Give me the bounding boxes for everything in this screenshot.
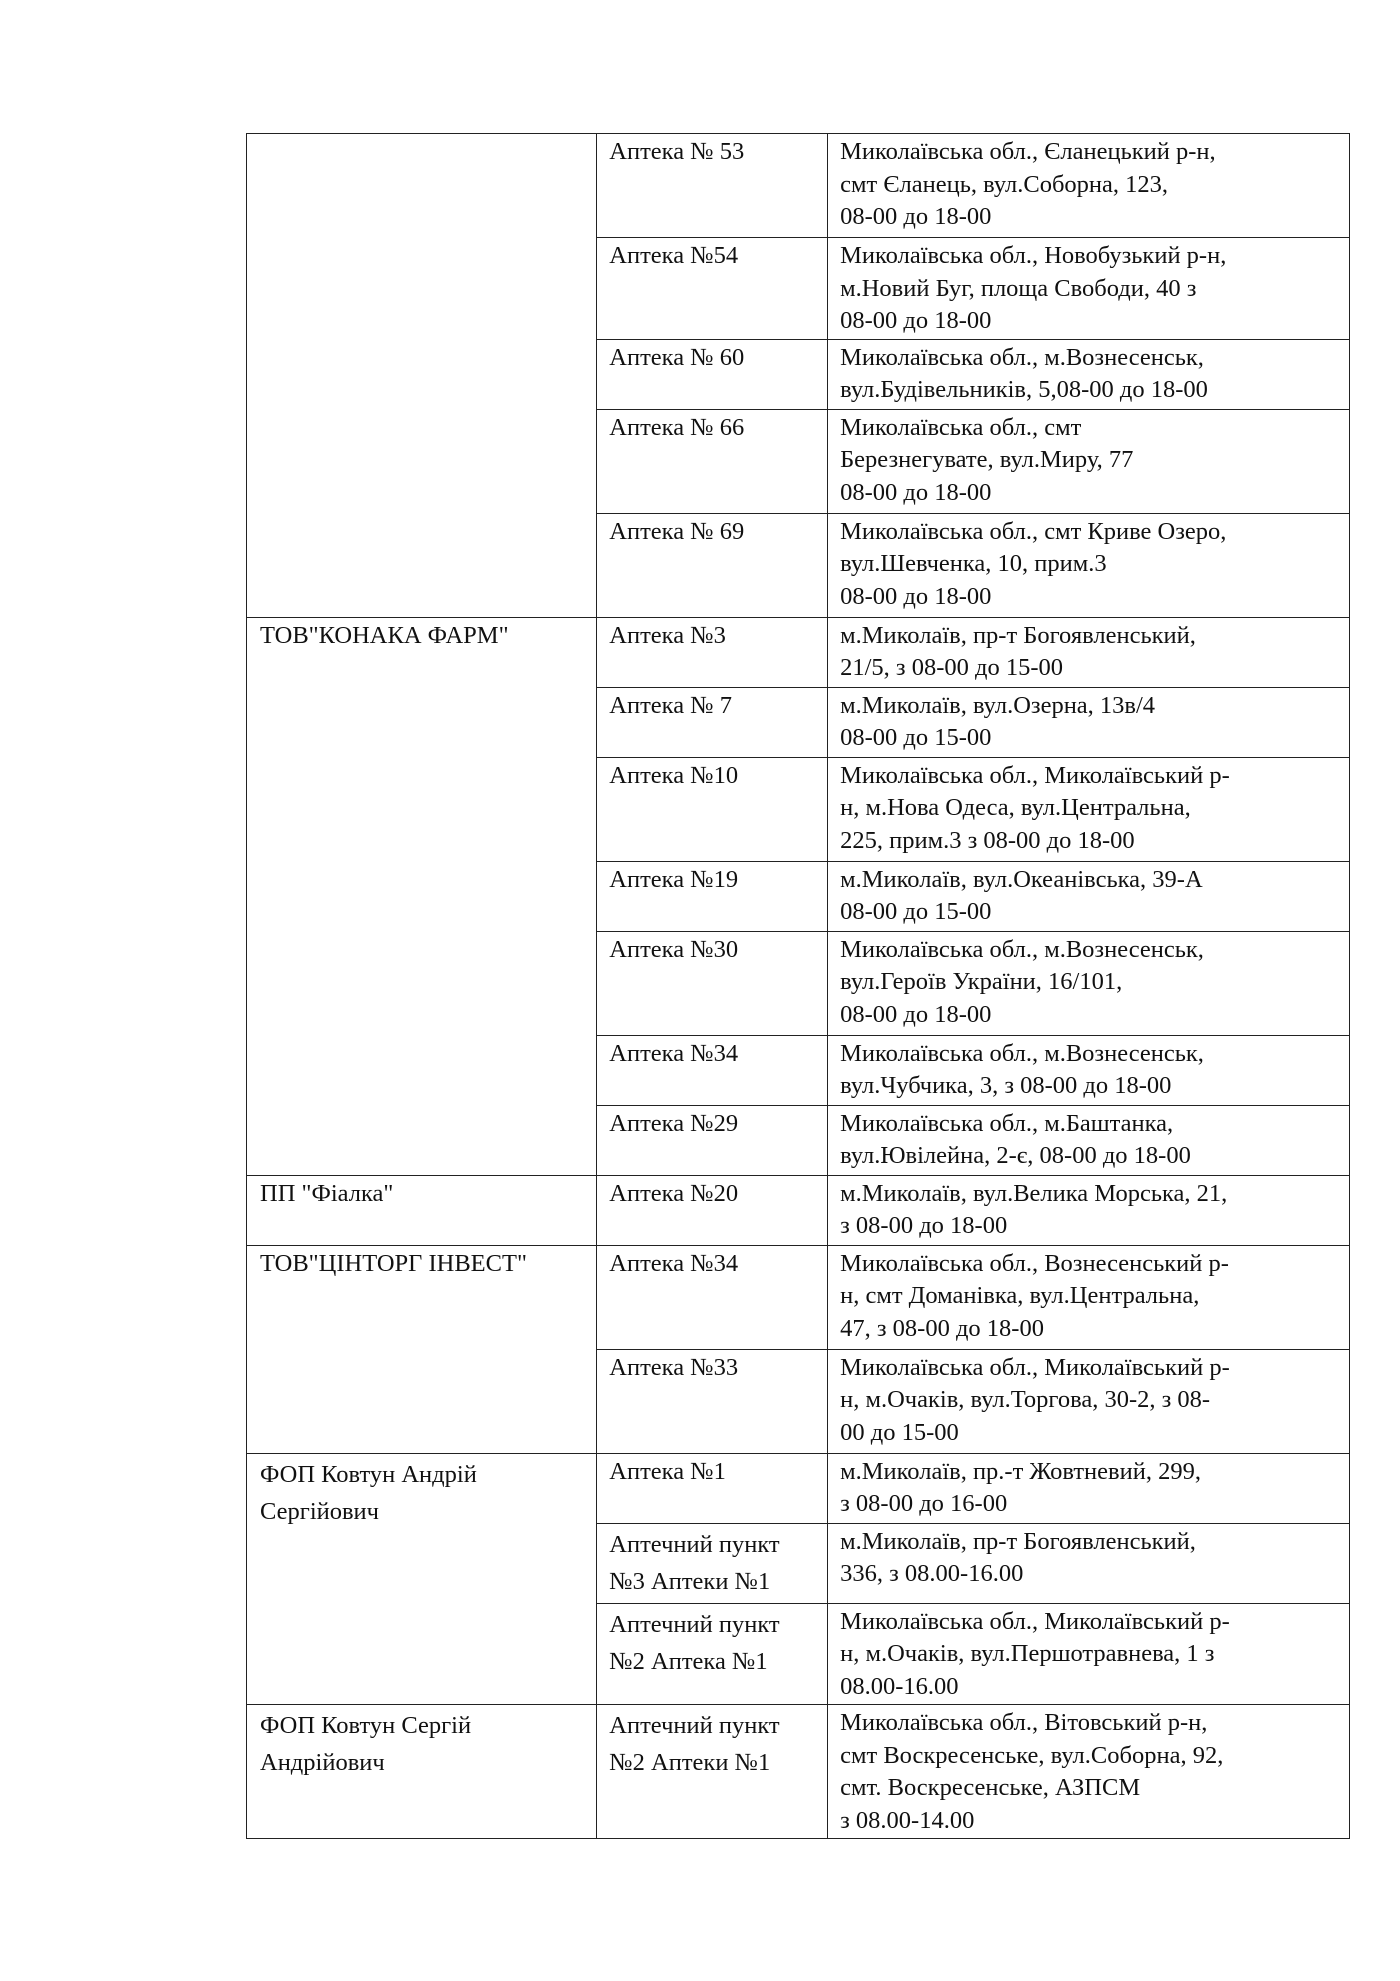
pharmacy-name-line: Аптека №33 <box>609 1353 739 1381</box>
pharmacy-address-line: м.Миколаїв, вул.Велика Морська, 21, <box>840 1179 1228 1207</box>
pharmacy-address-line: 08-00 до 18-00 <box>840 307 992 334</box>
pharmacy-address-line: Миколаївська обл., Миколаївський р- <box>840 1607 1230 1635</box>
pharmacy-address-cell <box>828 134 1350 238</box>
pharmacy-address-line: Миколаївська обл., Єланецький р-н, <box>840 138 1216 165</box>
pharmacy-address-line: Миколаївська обл., Вітовський р-н, <box>840 1709 1208 1736</box>
pharmacy-address-line: Березнегувате, вул.Миру, 77 <box>840 446 1134 473</box>
pharmacy-name-line: Аптечний пункт <box>609 1610 780 1638</box>
pharmacy-address-line: м.Новий Буг, площа Свободи, 40 з <box>840 274 1197 302</box>
pharmacy-name-line: Аптека №34 <box>609 1249 739 1277</box>
pharmacy-name-line: №2 Аптека №1 <box>609 1647 768 1675</box>
pharmacy-address-cell <box>828 409 1350 513</box>
pharmacy-name-cell <box>597 1245 828 1349</box>
organization-name-line: ТОВ"КОНАКА ФАРМ" <box>260 621 509 649</box>
pharmacy-name-cell <box>597 1175 828 1245</box>
pharmacy-name-cell <box>597 931 828 1035</box>
pharmacy-name-cell <box>597 617 828 687</box>
pharmacy-address-cell <box>828 687 1350 757</box>
pharmacy-name-cell <box>597 134 828 238</box>
pharmacy-name-cell <box>597 1105 828 1175</box>
pharmacy-address-line: 08-00 до 18-00 <box>840 1000 992 1028</box>
pharmacy-address-line: Миколаївська обл., м.Баштанка, <box>840 1109 1174 1137</box>
pharmacy-address-line: смт Єланець, вул.Соборна, 123, <box>840 170 1169 198</box>
pharmacy-address-line: з 08-00 до 18-00 <box>840 1212 1008 1239</box>
pharmacy-table-body <box>247 134 1350 1839</box>
pharmacy-address-line: 336, з 08.00-16.00 <box>840 1560 1024 1587</box>
pharmacy-address-line: з 08-00 до 16-00 <box>840 1490 1008 1517</box>
pharmacy-name-cell <box>597 513 828 617</box>
pharmacy-name-cell <box>597 757 828 861</box>
pharmacy-name-line: №2 Аптеки №1 <box>609 1749 771 1776</box>
pharmacy-name-cell <box>597 1035 828 1105</box>
pharmacy-address-cell <box>828 617 1350 687</box>
pharmacy-address-line: смт Воскресенське, вул.Соборна, 92, <box>840 1741 1224 1769</box>
pharmacy-name-line: Аптека № 66 <box>609 413 745 441</box>
pharmacy-address-line: м.Миколаїв, вул.Озерна, 13в/4 <box>840 691 1156 719</box>
pharmacy-address-cell <box>828 757 1350 861</box>
pharmacy-address-cell <box>828 1453 1350 1523</box>
pharmacy-address-line: 08.00-16.00 <box>840 1672 959 1700</box>
organization-name-line: Сергійович <box>260 1497 379 1525</box>
pharmacy-address-line: вул.Шевченка, 10, прим.3 <box>840 550 1107 577</box>
pharmacy-address-line: 08-00 до 18-00 <box>840 582 992 610</box>
pharmacy-address-line: м.Миколаїв, пр-т Богоявленський, <box>840 621 1196 649</box>
pharmacy-address-cell <box>828 931 1350 1035</box>
pharmacy-name-cell <box>597 861 828 931</box>
pharmacy-address-line: Миколаївська обл., Миколаївський р- <box>840 1353 1230 1381</box>
pharmacy-address-cell <box>828 513 1350 617</box>
pharmacy-address-line: вул.Будівельників, 5,08-00 до 18-00 <box>840 376 1208 403</box>
pharmacy-address-line: Миколаївська обл., смт <box>840 413 1082 441</box>
pharmacy-address-line: 08-00 до 15-00 <box>840 898 992 925</box>
pharmacy-address-cell <box>828 861 1350 931</box>
pharmacy-address-line: м.Миколаїв, пр-т Богоявленський, <box>840 1527 1196 1555</box>
pharmacy-name-line: Аптека №34 <box>609 1039 739 1067</box>
pharmacy-name-line: Аптечний пункт <box>609 1712 780 1739</box>
pharmacy-address-line: 225, прим.3 з 08-00 до 18-00 <box>840 826 1135 854</box>
pharmacy-name-cell <box>597 1523 828 1603</box>
pharmacy-address-line: 08-00 до 18-00 <box>840 203 992 230</box>
pharmacy-address-cell <box>828 1245 1350 1349</box>
pharmacy-name-line: Аптека №54 <box>609 242 739 269</box>
pharmacy-address-cell <box>828 1523 1350 1603</box>
table-row <box>247 1453 1350 1523</box>
pharmacy-address-line: 00 до 15-00 <box>840 1418 959 1446</box>
pharmacy-name-line: Аптека №20 <box>609 1179 739 1207</box>
pharmacy-address-line: 08-00 до 18-00 <box>840 478 992 506</box>
pharmacy-address-line: Миколаївська обл., Вознесенський р- <box>840 1249 1229 1277</box>
pharmacy-name-cell <box>597 339 828 409</box>
organization-cell <box>247 1175 597 1245</box>
organization-cell <box>247 1245 597 1453</box>
pharmacy-address-line: вул.Героїв України, 16/101, <box>840 968 1123 995</box>
organization-cell <box>247 1705 597 1839</box>
pharmacy-name-cell <box>597 1603 828 1705</box>
pharmacy-name-line: Аптека № 7 <box>609 691 732 719</box>
pharmacy-table <box>246 133 1350 1839</box>
pharmacy-name-line: Аптека № 60 <box>609 343 745 371</box>
pharmacy-name-line: Аптека №3 <box>609 621 726 649</box>
organization-name-line: Андрійович <box>260 1749 385 1776</box>
pharmacy-name-cell <box>597 1705 828 1839</box>
pharmacy-address-line: н, м.Очаків, вул.Торгова, 30-2, з 08- <box>840 1386 1211 1413</box>
pharmacy-address-line: н, м.Нова Одеса, вул.Центральна, <box>840 794 1191 821</box>
pharmacy-address-cell <box>828 1105 1350 1175</box>
pharmacy-address-line: Миколаївська обл., м.Вознесенськ, <box>840 1039 1204 1067</box>
organization-cell <box>247 134 597 618</box>
pharmacy-address-line: вул.Чубчика, 3, з 08-00 до 18-00 <box>840 1072 1172 1099</box>
table-row <box>247 617 1350 687</box>
organization-name-line: ФОП Ковтун Андрій <box>260 1460 477 1488</box>
pharmacy-address-line: Миколаївська обл., смт Криве Озеро, <box>840 517 1227 545</box>
pharmacy-address-cell <box>828 238 1350 340</box>
pharmacy-address-line: Миколаївська обл., Миколаївський р- <box>840 761 1230 789</box>
organization-name-line: ПП "Фіалка" <box>260 1179 394 1207</box>
table-row <box>247 1705 1350 1839</box>
table-row <box>247 1245 1350 1349</box>
pharmacy-name-cell <box>597 1349 828 1453</box>
pharmacy-address-line: Миколаївська обл., м.Вознесенськ, <box>840 343 1204 371</box>
pharmacy-address-line: м.Миколаїв, вул.Океанівська, 39-А <box>840 865 1203 893</box>
pharmacy-address-line: вул.Ювілейна, 2-є, 08-00 до 18-00 <box>840 1142 1191 1169</box>
pharmacy-address-cell <box>828 1349 1350 1453</box>
pharmacy-name-line: Аптечний пункт <box>609 1530 780 1558</box>
pharmacy-address-cell <box>828 1175 1350 1245</box>
pharmacy-address-line: Миколаївська обл., м.Вознесенськ, <box>840 935 1204 963</box>
organization-name-line: ФОП Ковтун Сергій <box>260 1712 472 1739</box>
pharmacy-address-line: 47, з 08-00 до 18-00 <box>840 1314 1044 1342</box>
pharmacy-name-line: Аптека № 69 <box>609 517 745 545</box>
pharmacy-name-cell <box>597 1453 828 1523</box>
pharmacy-address-line: н, м.Очаків, вул.Першотравнева, 1 з <box>840 1640 1215 1667</box>
table-row <box>247 1175 1350 1245</box>
pharmacy-name-line: Аптека №1 <box>609 1457 726 1485</box>
pharmacy-name-line: Аптека №19 <box>609 865 739 893</box>
pharmacy-name-line: №3 Аптеки №1 <box>609 1567 771 1595</box>
pharmacy-address-cell <box>828 339 1350 409</box>
pharmacy-name-line: Аптека № 53 <box>609 138 745 165</box>
pharmacy-address-cell <box>828 1603 1350 1705</box>
pharmacy-address-cell <box>828 1705 1350 1839</box>
pharmacy-address-cell <box>828 1035 1350 1105</box>
pharmacy-address-line: н, смт Доманівка, вул.Центральна, <box>840 1282 1200 1309</box>
organization-name-line: ТОВ"ЦІНТОРГ ІНВЕСТ" <box>260 1249 527 1277</box>
pharmacy-name-line: Аптека №10 <box>609 761 739 789</box>
pharmacy-name-line: Аптека №29 <box>609 1109 739 1137</box>
pharmacy-name-cell <box>597 409 828 513</box>
pharmacy-address-line: смт. Воскресенське, АЗПСМ <box>840 1774 1141 1801</box>
table-row <box>247 134 1350 238</box>
pharmacy-address-line: м.Миколаїв, пр.-т Жовтневий, 299, <box>840 1457 1201 1485</box>
pharmacy-name-cell <box>597 238 828 340</box>
pharmacy-name-line: Аптека №30 <box>609 935 739 963</box>
organization-cell <box>247 617 597 1175</box>
pharmacy-name-cell <box>597 687 828 757</box>
pharmacy-address-line: 08-00 до 15-00 <box>840 724 992 751</box>
pharmacy-address-line: 21/5, з 08-00 до 15-00 <box>840 654 1064 681</box>
pharmacy-address-line: з 08.00-14.00 <box>840 1806 975 1834</box>
organization-cell <box>247 1453 597 1705</box>
pharmacy-address-line: Миколаївська обл., Новобузький р-н, <box>840 242 1227 269</box>
